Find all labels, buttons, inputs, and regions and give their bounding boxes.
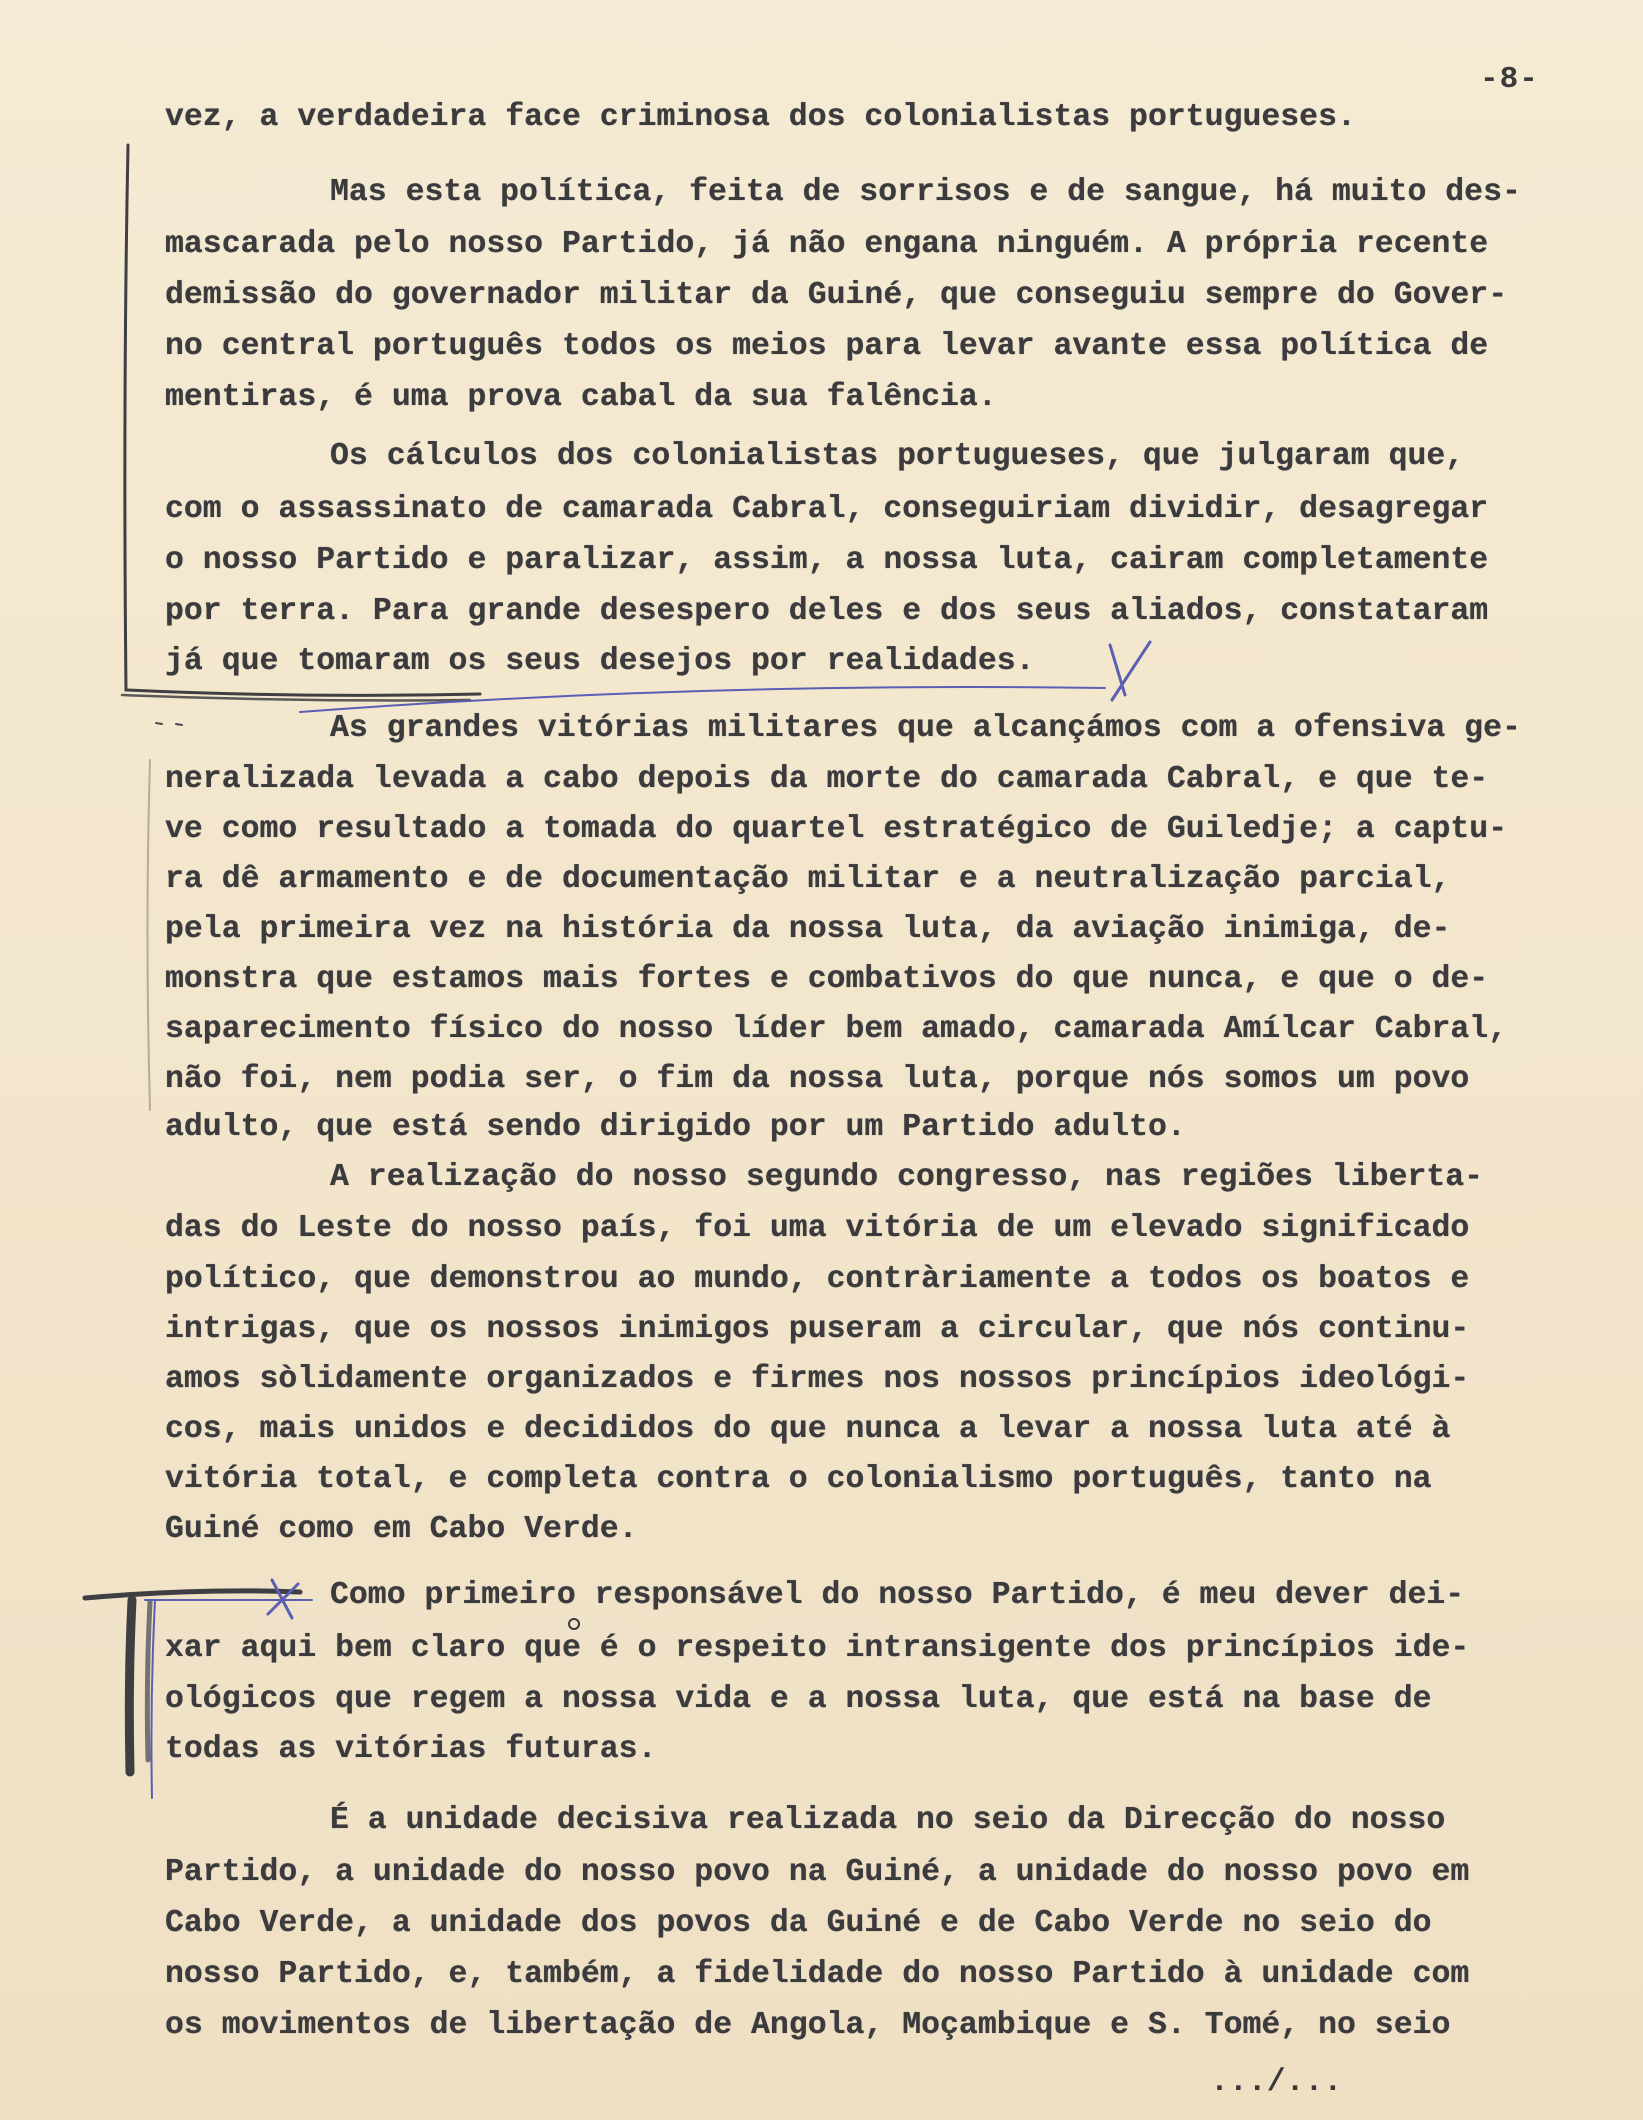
pencil-t-stem-2: [147, 1602, 150, 1760]
text-line: com o assassinato de camarada Cabral, conseguiriam dividir, desagregar: [165, 492, 1489, 527]
text-line: Como primeiro responsável do nosso Partido, é meu dever dei-: [330, 1578, 1465, 1613]
text-line: o nosso Partido e paralizar, assim, a nossa luta, cairam completamente: [165, 543, 1489, 578]
text-line: político, que demonstrou ao mundo, contràriamente a todos os boatos e: [165, 1262, 1470, 1297]
text-line: ológicos que regem a nossa vida e a nossa luta, que está na base de: [165, 1682, 1432, 1717]
text-line: A realização do nosso segundo congresso, nas regiões liberta-: [330, 1160, 1484, 1195]
text-line: ra dê armamento e de documentação militar e a neutralização parcial,: [165, 862, 1451, 897]
pencil-margin-line: [148, 760, 151, 1110]
ink-speck: [156, 723, 182, 725]
continuation-marker: .../...: [1210, 2065, 1343, 2100]
text-line: os movimentos de libertação de Angola, Moçambique e S. Tomé, no seio: [165, 2008, 1451, 2043]
text-line: por terra. Para grande desespero deles e dos seus aliados, constataram: [165, 594, 1489, 629]
text-line: neralizada levada a cabo depois da morte do camarada Cabral, e que te-: [165, 762, 1489, 797]
text-line: pela primeira vez na história da nossa luta, da aviação inimiga, de-: [165, 912, 1451, 947]
text-line: mentiras, é uma prova cabal da sua falência.: [165, 380, 997, 415]
text-line: Guiné como em Cabo Verde.: [165, 1512, 638, 1547]
pencil-t-stem: [129, 1600, 132, 1772]
pencil-t-mark: [85, 1591, 300, 1598]
text-line: adulto, que está sendo dirigido por um Partido adulto.: [165, 1110, 1186, 1145]
text-line: monstra que estamos mais fortes e combativos do que nunca, e que o de-: [165, 962, 1489, 997]
text-line: vez, a verdadeira face criminosa dos colonialistas portugueses.: [165, 100, 1356, 135]
text-line: no central português todos os meios para levar avante essa política de: [165, 329, 1489, 364]
text-line: vitória total, e completa contra o colonialismo português, tanto na: [165, 1462, 1432, 1497]
text-line: intrigas, que os nossos inimigos puseram a circular, que nós continu-: [165, 1312, 1470, 1347]
text-line: Cabo Verde, a unidade dos povos da Guiné e de Cabo Verde no seio do: [165, 1906, 1432, 1941]
text-line: ve como resultado a tomada do quartel estratégico de Guiledje; a captu-: [165, 812, 1508, 847]
text-line: saparecimento físico do nosso líder bem amado, camarada Amílcar Cabral,: [165, 1012, 1508, 1047]
text-line: Os cálculos dos colonialistas portugueses, que julgaram que,: [330, 439, 1465, 474]
text-line: das do Leste do nosso país, foi uma vitória de um elevado significado: [165, 1211, 1470, 1246]
text-line: Mas esta política, feita de sorrisos e de sangue, há muito des-: [330, 175, 1521, 210]
page-number: -8-: [1480, 62, 1539, 97]
text-line: nosso Partido, e, também, a fidelidade do nosso Partido à unidade com: [165, 1957, 1470, 1992]
text-line: amos sòlidamente organizados e firmes nos nossos princípios ideológi-: [165, 1362, 1470, 1397]
ink-cross-icon: [268, 1580, 298, 1618]
text-line: cos, mais unidos e decididos do que nunca a levar a nossa luta até à: [165, 1412, 1451, 1447]
text-line: xar aqui bem claro que é o respeito intransigente dos princípios ide-: [165, 1631, 1470, 1666]
text-line: É a unidade decisiva realizada no seio da Direcção do nosso: [330, 1803, 1446, 1838]
text-line: já que tomaram os seus desejos por realidades.: [165, 644, 1035, 679]
text-line: todas as vitórias futuras.: [165, 1732, 657, 1767]
pencil-stroke: [122, 695, 470, 700]
text-line: mascarada pelo nosso Partido, já não engana ninguém. A própria recente: [165, 227, 1489, 262]
text-line: não foi, nem podia ser, o fim da nossa luta, porque nós somos um povo: [165, 1062, 1470, 1097]
text-line: Partido, a unidade do nosso povo na Guiné, a unidade do nosso povo em: [165, 1855, 1470, 1890]
text-line: demissão do governador militar da Guiné, que conseguiu sempre do Gover-: [165, 278, 1508, 313]
text-line: As grandes vitórias militares que alcançámos com a ofensiva ge-: [330, 711, 1521, 746]
